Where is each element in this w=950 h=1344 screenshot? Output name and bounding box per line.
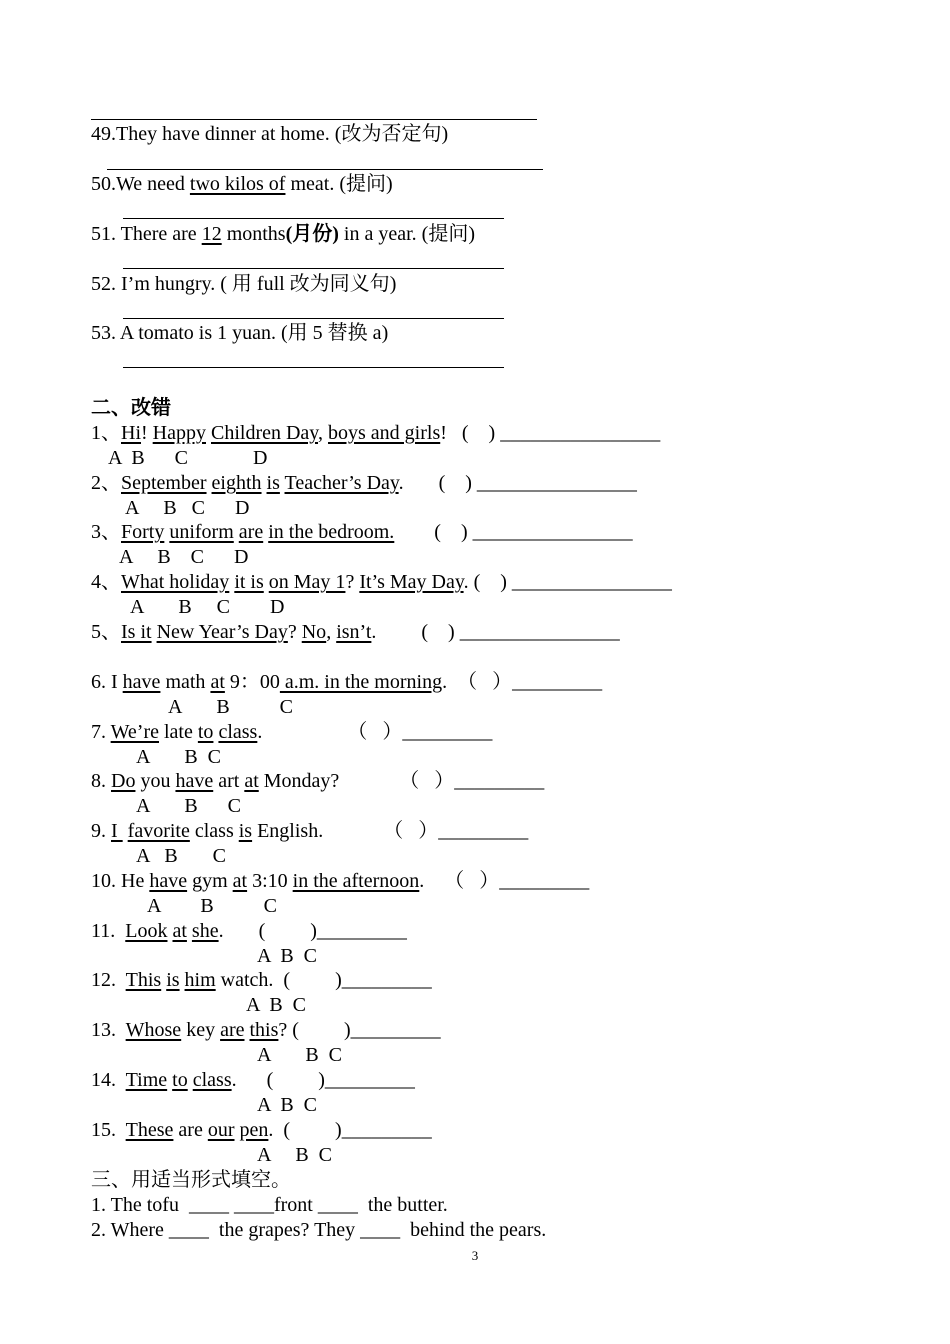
correction-item-2: 2、September eighth is Teacher’s Day. ( ) ________________ bbox=[91, 472, 637, 494]
correction-item-15: 15. These are our pen. ( )_________ bbox=[91, 1119, 432, 1141]
correction-item-9: 9. I favorite class is English. （ ）_________ bbox=[91, 820, 529, 842]
question-50: 50.We need two kilos of meat. (提问) bbox=[91, 173, 393, 195]
answer-line bbox=[91, 119, 537, 120]
question-53: 53. A tomato is 1 yuan. (用 5 替换 a) bbox=[91, 322, 389, 344]
option-letters: A B C bbox=[246, 994, 307, 1016]
fill-in-item-1: 1. The tofu ____ ____front ____ the butter. bbox=[91, 1194, 448, 1216]
option-letters: A B C bbox=[168, 696, 294, 718]
fill-in-item-2: 2. Where ____ the grapes? They ____ behind the pears. bbox=[91, 1219, 547, 1241]
correction-item-3: 3、Forty uniform are in the bedroom. ( ) ________________ bbox=[91, 521, 633, 543]
option-letters: A B C bbox=[257, 1144, 333, 1166]
option-letters: A B C bbox=[136, 746, 222, 768]
correction-item-11: 11. Look at she. ( )_________ bbox=[91, 920, 407, 942]
answer-line bbox=[107, 169, 543, 170]
correction-item-8: 8. Do you have art at Monday? （ ）_________ bbox=[91, 770, 545, 792]
correction-item-1: 1、Hi! Happy Children Day, boys and girls! ( ) ________________ bbox=[91, 422, 661, 444]
option-letters: A B C bbox=[257, 945, 318, 967]
correction-item-5: 5、Is it New Year’s Day? No, isn’t. ( ) ________________ bbox=[91, 621, 620, 643]
option-letters: A B C D bbox=[108, 447, 268, 469]
correction-item-12: 12. This is him watch. ( )_________ bbox=[91, 969, 432, 991]
answer-line bbox=[123, 367, 504, 368]
correction-item-13: 13. Whose key are this? ( )_________ bbox=[91, 1019, 441, 1041]
answer-line bbox=[123, 268, 504, 269]
question-52: 52. I’m hungry. ( 用 full 改为同义句) bbox=[91, 273, 397, 295]
correction-item-6: 6. I have math at 9：00 a.m. in the morning. （ ）_________ bbox=[91, 671, 603, 693]
option-letters: A B C bbox=[257, 1044, 343, 1066]
option-letters: A B C D bbox=[119, 546, 249, 568]
answer-line bbox=[123, 318, 504, 319]
section-heading-error-correction: 二、改错 bbox=[91, 397, 171, 419]
page-number: 3 bbox=[471, 1248, 479, 1263]
option-letters: A B C bbox=[136, 795, 242, 817]
option-letters: A B C D bbox=[130, 596, 285, 618]
section-heading-fill-in: 三、用适当形式填空。 bbox=[91, 1169, 291, 1191]
option-letters: A B C bbox=[257, 1094, 318, 1116]
option-letters: A B C D bbox=[125, 497, 250, 519]
correction-item-7: 7. We’re late to class. （ ）_________ bbox=[91, 721, 493, 743]
question-49: 49.They have dinner at home. (改为否定句) bbox=[91, 123, 449, 145]
option-letters: A B C bbox=[136, 845, 227, 867]
correction-item-14: 14. Time to class. ( )_________ bbox=[91, 1069, 415, 1091]
option-letters: A B C bbox=[147, 895, 278, 917]
correction-item-4: 4、What holiday it is on May 1? It’s May Day. ( ) ________________ bbox=[91, 571, 672, 593]
correction-item-10: 10. He have gym at 3:10 in the afternoon. （ ）_________ bbox=[91, 870, 590, 892]
question-51: 51. There are 12 months(月份) in a year. (提问) bbox=[91, 223, 475, 245]
answer-line bbox=[123, 218, 504, 219]
